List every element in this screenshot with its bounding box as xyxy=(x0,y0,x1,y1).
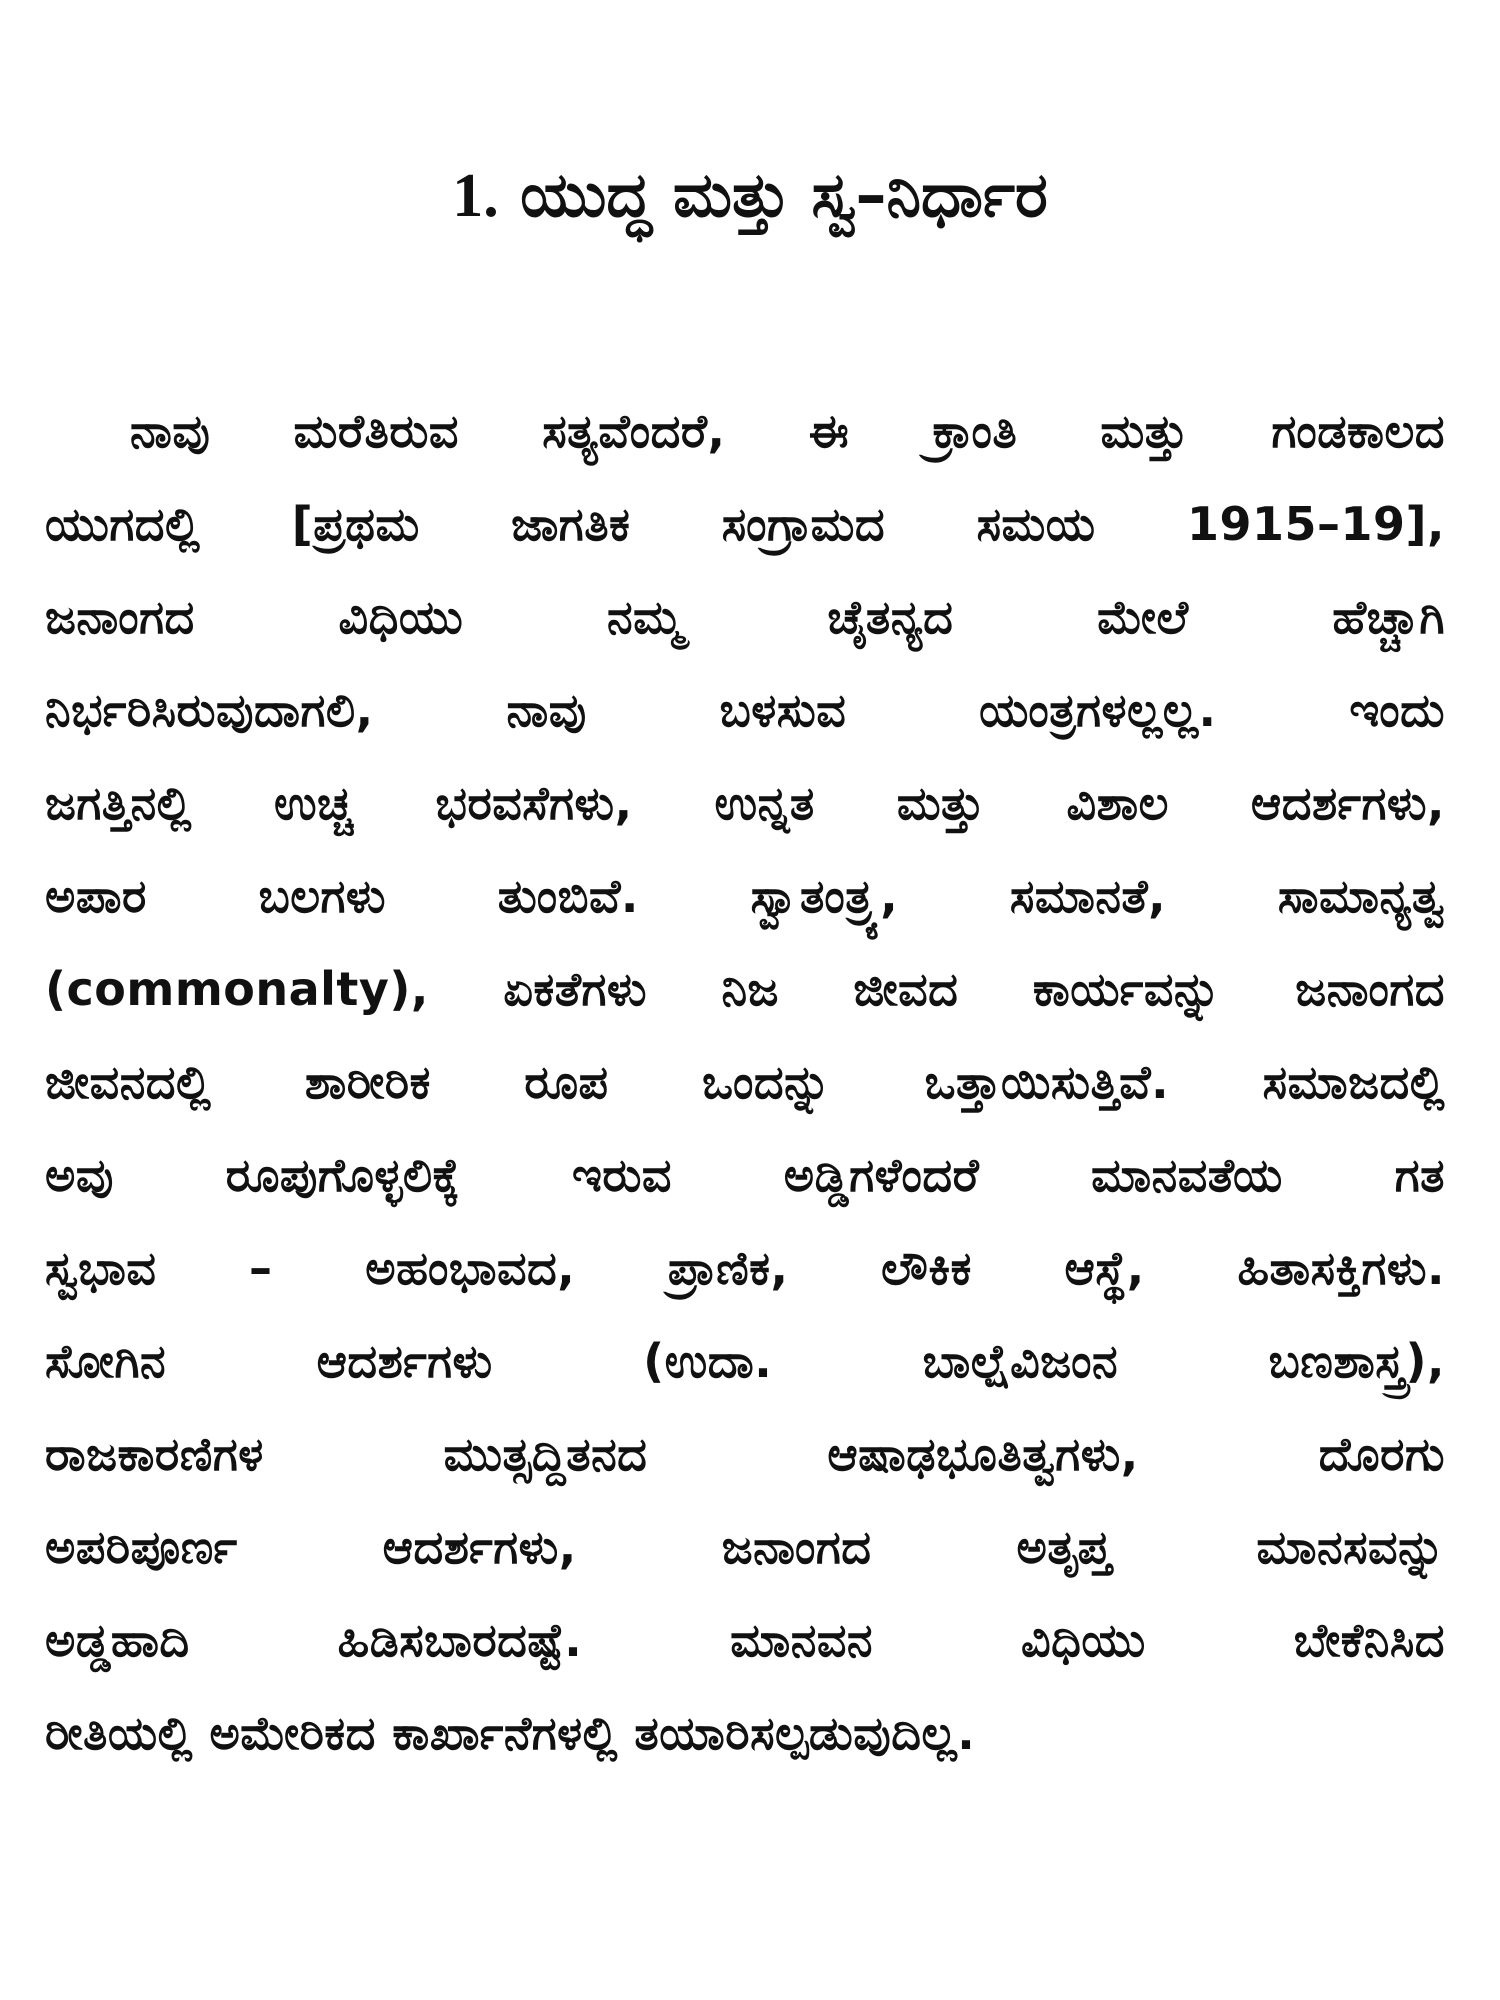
text-line: ಸೋಗಿನ ಆದರ್ಶಗಳು (ಉದಾ. ಬಾಲ್ಷೆವಿಜಂನ ಬಣಶಾಸ್ತ್ರ), xyxy=(45,1334,1445,1388)
text-line: ಜೀವನದಲ್ಲಿ ಶಾರೀರಿಕ ರೂಪ ಒಂದನ್ನು ಒತ್ತಾಯಿಸುತ್ತಿವೆ. ಸಮಾಜದಲ್ಲಿ xyxy=(45,1055,1445,1109)
chapter-heading xyxy=(0,150,1500,241)
text-line: ಜನಾಂಗದ ವಿಧಿಯು ನಮ್ಮ ಚೈತನ್ಯದ ಮೇಲೆ ಹೆಚ್ಚಾಗಿ xyxy=(45,590,1445,644)
text-line: ರೀತಿಯಲ್ಲಿ ಅಮೇರಿಕದ ಕಾರ್ಖಾನೆಗಳಲ್ಲಿ ತಯಾರಿಸಲ್ಪಡುವುದಿಲ್ಲ. xyxy=(45,1706,976,1760)
text-line: ಸ್ವಭಾವ – ಅಹಂಭಾವದ, ಪ್ರಾಣಿಕ, ಲೌಕಿಕ ಆಸ್ಥೆ, ಹಿತಾಸಕ್ತಿಗಳು. xyxy=(45,1241,1445,1295)
text-line: ನಾವು ಮರೆತಿರುವ ಸತ್ಯವೆಂದರೆ, ಈ ಕ್ರಾಂತಿ ಮತ್ತು ಗಂಡಕಾಲದ xyxy=(130,404,1445,458)
text-line: (commonalty), ಏಕತೆಗಳು ನಿಜ ಜೀವದ ಕಾರ್ಯವನ್ನು ಜನಾಂಗದ xyxy=(45,962,1445,1016)
text-line: ನಿರ್ಭರಿಸಿರುವುದಾಗಲಿ, ನಾವು ಬಳಸುವ ಯಂತ್ರಗಳಲ್ಲಲ್ಲ. ಇಂದು xyxy=(45,683,1445,737)
chapter-title-text: ಯುದ್ಧ ಮತ್ತು ಸ್ವ–ನಿರ್ಧಾರ xyxy=(520,158,1048,231)
body-paragraph xyxy=(45,385,1445,1780)
text-line: ಯುಗದಲ್ಲಿ [ಪ್ರಥಮ ಜಾಗತಿಕ ಸಂಗ್ರಾಮದ ಸಮಯ 1915–19], xyxy=(45,497,1445,551)
text-line: ರಾಜಕಾರಣಿಗಳ ಮುತ್ಸದ್ದಿತನದ ಆಷಾಢಭೂತಿತ್ವಗಳು, ದೊರಗು xyxy=(45,1427,1445,1481)
chapter-number: 1. xyxy=(452,162,499,230)
text-line: ಅಡ್ಡಹಾದಿ ಹಿಡಿಸಬಾರದಷ್ಟೆ. ಮಾನವನ ವಿಧಿಯು ಬೇಕೆನಿಸಿದ xyxy=(45,1613,1445,1667)
text-line: ಅಪರಿಪೂರ್ಣ ಆದರ್ಶಗಳು, ಜನಾಂಗದ ಅತೃಪ್ತ ಮಾನಸವನ್ನು xyxy=(45,1520,1445,1574)
text-line: ಅವು ರೂಪುಗೊಳ್ಳಲಿಕ್ಕೆ ಇರುವ ಅಡ್ಡಿಗಳೆಂದರೆ ಮಾನವತೆಯ ಗತ xyxy=(45,1148,1445,1202)
text-line: ಅಪಾರ ಬಲಗಳು ತುಂಬಿವೆ. ಸ್ವಾತಂತ್ರ್ಯ, ಸಮಾನತೆ, ಸಾಮಾನ್ಯತ್ವ xyxy=(45,869,1445,923)
text-line: ಜಗತ್ತಿನಲ್ಲಿ ಉಚ್ಚ ಭರವಸೆಗಳು, ಉನ್ನತ ಮತ್ತು ವಿಶಾಲ ಆದರ್ಶಗಳು, xyxy=(45,776,1445,830)
